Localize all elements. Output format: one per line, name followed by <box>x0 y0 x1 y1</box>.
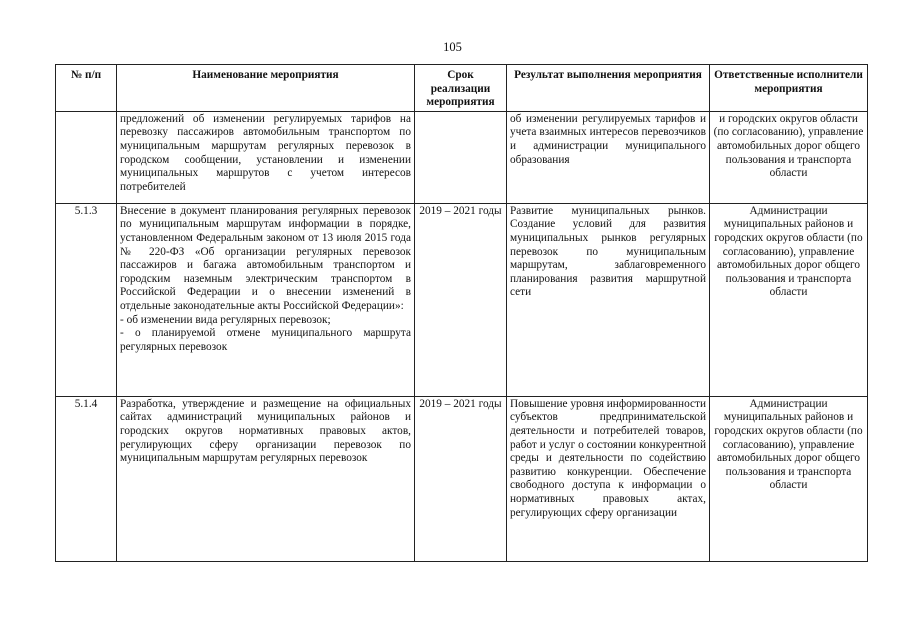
cell-term <box>415 111 507 203</box>
table-header-row <box>56 65 868 112</box>
cell-num: 5.1.4 <box>56 396 117 561</box>
header-executors: Ответственные исполнители мероприятия <box>710 65 868 112</box>
cell-result: об изменении регулируемых тарифов и учета взаимных интересов перевозчиков и администрации муниципального образования <box>507 111 710 203</box>
cell-name-item: - о планируемой отмене муниципального маршрута регулярных перевозок <box>120 327 411 353</box>
table-row <box>56 396 868 561</box>
cell-num: 5.1.3 <box>56 203 117 396</box>
cell-result: Развитие муниципальных рынков. Создание условий для развития муниципальных рынков регулярных перевозок по муниципальным маршрутам, заблаговременного планирования развития маршрутной сети <box>507 203 710 396</box>
header-name: Наименование мероприятия <box>117 65 415 112</box>
header-term: Срок реализации мероприятия <box>415 65 507 112</box>
measures-table <box>55 64 868 562</box>
cell-result: Повышение уровня информированности субъектов предпринимательской деятельности и потребителей товаров, работ и услуг о состоянии конкурентной среды и деятельности по содействию развитию конкуренции. Обеспечение свободного доступа к информации о нормативных правовых актах, регулирующих сферу организации <box>507 396 710 561</box>
cell-name-main: Внесение в документ планирования регулярных перевозок по муниципальным маршрутам информации в порядке, установленном Федеральным законом от 13 июля 2015 года № 220-ФЗ «Об организации регулярных перевозок пассажиров и багажа автомобильным транспортом и городским наземным электрическим транспортом в Российской Федерации и о внесении изменений в отдельные законодательные акты Российской Федерации»: <box>120 204 411 312</box>
header-result: Результат выполнения мероприятия <box>507 65 710 112</box>
cell-term: 2019 – 2021 годы <box>415 396 507 561</box>
cell-num <box>56 111 117 203</box>
cell-name: Разработка, утверждение и размещение на официальных сайтах администраций муниципальных районов и городских округов нормативных правовых актов, регулирующих сферу организации перевозок по муниципальным маршрутам регулярных перевозок <box>117 396 415 561</box>
cell-executors: Администрации муниципальных районов и городских округов области (по согласованию), управление автомобильных дорог общего пользования и транспорта области <box>710 203 868 396</box>
table-row <box>56 203 868 396</box>
table-row <box>56 111 868 203</box>
cell-executors: и городских округов области (по согласованию), управление автомобильных дорог общего пользования и транспорта области <box>710 111 868 203</box>
header-num: № п/п <box>56 65 117 112</box>
page-number: 105 <box>443 40 462 54</box>
cell-name-item: - об изменении вида регулярных перевозок; <box>120 313 331 326</box>
cell-name <box>117 203 415 396</box>
cell-name: предложений об изменении регулируемых тарифов на перевозку пассажиров автомобильным транспортом по муниципальным маршрутам регулярных перевозок в городском сообщении, установлении и изменении муниципальных маршрутов с учетом интересов потребителей <box>117 111 415 203</box>
cell-executors: Администрации муниципальных районов и городских округов области (по согласованию), управление автомобильных дорог общего пользования и транспорта области <box>710 396 868 561</box>
cell-term: 2019 – 2021 годы <box>415 203 507 396</box>
